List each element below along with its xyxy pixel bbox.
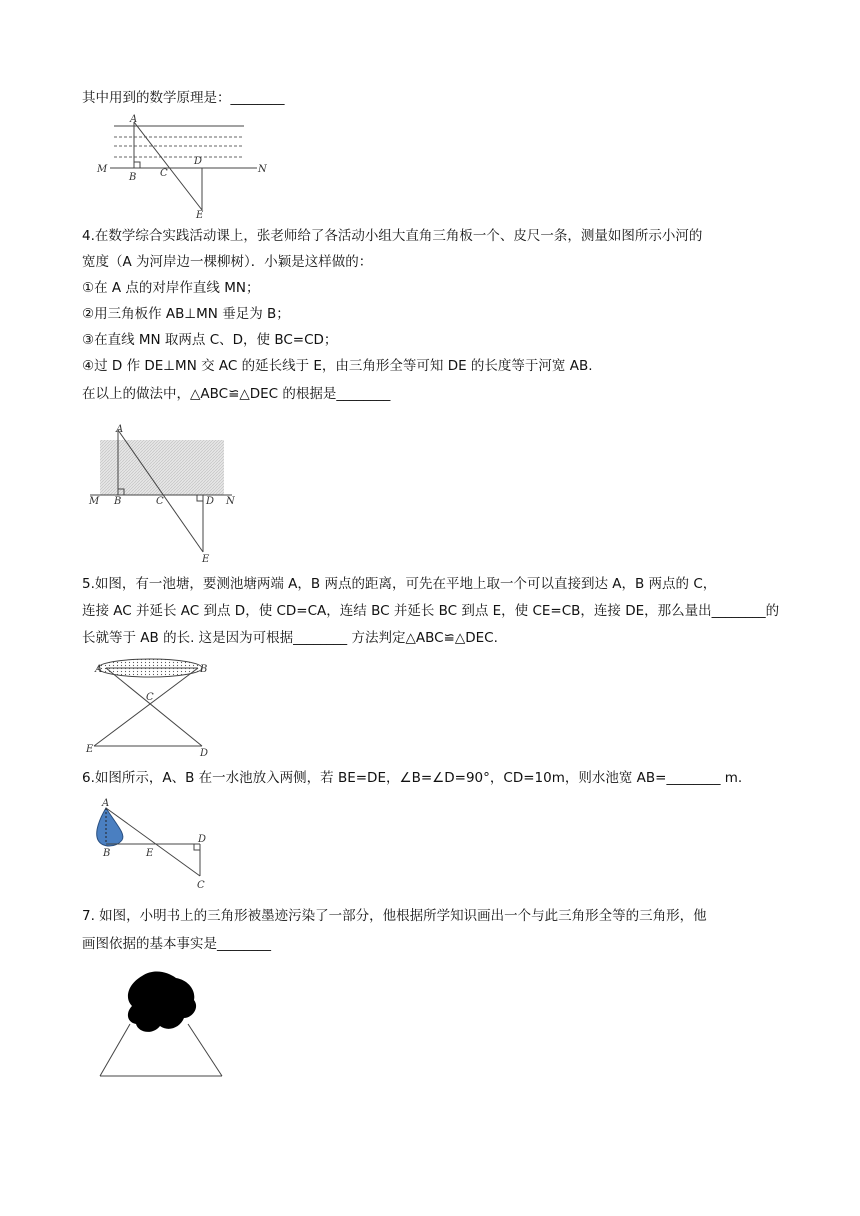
q5-label-a: A: [95, 664, 103, 675]
q7-line-1: 7. 如图，小明书上的三角形被墨迹污染了一部分，他根据所学知识画出一个与此三角形全等的三角形，他: [82, 908, 707, 924]
q7-line-2: 画图依据的基本事实是________: [82, 936, 271, 952]
q5-pond-figure: [84, 652, 224, 760]
q3-label-c: C: [160, 168, 168, 179]
q4-step-1: ①在 A 点的对岸作直线 MN；: [82, 280, 260, 296]
q4-label-c: C: [156, 496, 164, 507]
q6-line-1: 6.如图所示，A、B 在一水池放入两侧，若 BE=DE，∠B=∠D=90°，CD=10m，则水池宽 AB=________ m.: [82, 770, 743, 786]
q3-label-a: A: [130, 114, 138, 125]
q4-line-2: 宽度（A 为河岸边一棵柳树）．小颖是这样做的：: [82, 254, 373, 270]
q4-step-3: ③在直线 MN 取两点 C、D，使 BC=CD；: [82, 332, 338, 348]
q5-line-2: 连接 AC 并延长 AC 到点 D，使 CD=CA，连结 BC 并延长 BC 到点 E，使 CE=CB，连接 DE，那么量出________的: [82, 603, 780, 619]
q6-label-b: B: [103, 848, 111, 859]
q3-answer-line: 其中用到的数学原理是：________: [82, 90, 285, 106]
q6-label-d: D: [198, 834, 207, 845]
q5-label-c: C: [146, 692, 154, 703]
q3-river-figure: [92, 112, 272, 222]
q5-line-1: 5.如图，有一池塘，要测池塘两端 A，B 两点的距离，可先在平地上取一个可以直接到达 A，B 两点的 C，: [82, 576, 717, 592]
q6-label-c: C: [197, 880, 205, 891]
q6-label-a: A: [102, 798, 110, 809]
ink-blot-icon: [128, 972, 196, 1032]
q4-step-2: ②用三角板作 AB⊥MN 垂足为 B；: [82, 306, 290, 322]
q5-label-b: B: [200, 664, 208, 675]
q3-label-e: E: [196, 210, 204, 221]
q3-label-b: B: [129, 172, 137, 183]
q4-label-n: N: [226, 496, 235, 507]
q4-label-m: M: [89, 496, 100, 507]
q3-label-d: D: [194, 156, 203, 167]
q4-river-figure: [86, 420, 246, 565]
q7-ink-triangle-figure: [96, 966, 228, 1080]
q5-label-d: D: [200, 748, 209, 759]
q4-question: 在以上的做法中，△ABC≌△DEC 的根据是________: [82, 386, 391, 402]
q6-label-e: E: [146, 848, 154, 859]
q3-label-n: N: [258, 164, 267, 175]
q4-label-a: A: [116, 424, 124, 435]
q4-label-d: D: [206, 496, 215, 507]
q5-label-e: E: [86, 744, 94, 755]
q6-pool-figure: [86, 796, 216, 894]
q3-label-m: M: [97, 164, 108, 175]
q4-step-4: ④过 D 作 DE⊥MN 交 AC 的延长线于 E，由三角形全等可知 DE 的长度等于河宽 AB.: [82, 358, 593, 374]
q5-line-3: 长就等于 AB 的长. 这是因为可根据________ 方法判定△ABC≌△DEC.: [82, 630, 498, 646]
q4-line-1: 4.在数学综合实践活动课上，张老师给了各活动小组大直角三角板一个、皮尺一条，测量如图所示小河的: [82, 228, 703, 244]
q4-label-e: E: [202, 554, 210, 565]
q4-label-b: B: [114, 496, 122, 507]
